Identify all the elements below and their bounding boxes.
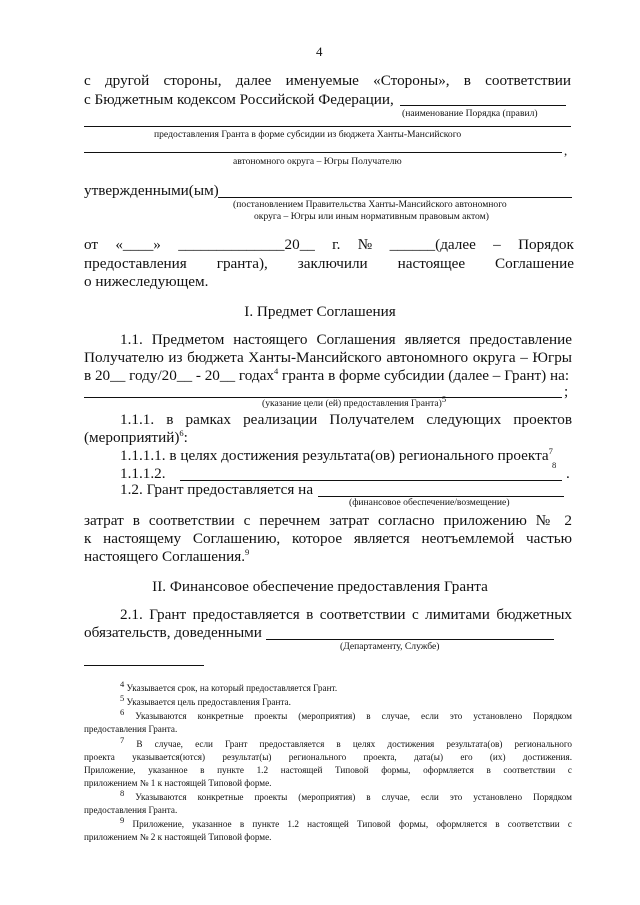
- approved-caption-1: (постановлением Правительства Ханты-Мансийского автономного: [233, 199, 507, 210]
- procedure-comma: ,: [564, 143, 568, 158]
- date-word-0: от: [84, 236, 99, 253]
- p1-caption-sup: 5: [441, 393, 447, 404]
- footnote-4-sup: 4: [120, 678, 125, 689]
- intro-line-1: с другой стороны, далее именуемые «Стороны», в соответствии: [84, 72, 571, 89]
- p1-line-3: [84, 367, 569, 385]
- line-b-word-1: гранта),: [216, 255, 268, 272]
- footnote-9-l1: [120, 814, 573, 829]
- section-2-title: II. Финансовое обеспечение предоставления Гранта: [152, 578, 488, 595]
- p1111-text: 1.1.1.1. в целях достижения результата(ов) регионального проекта: [120, 447, 549, 464]
- p1-line-1: 1.1. Предметом настоящего Соглашения является предоставление: [120, 331, 572, 348]
- footnote-6-text-1: Указываются конкретные проекты (мероприятия) в случае, если это установлено Порядком: [135, 711, 572, 721]
- p1-line-3-sup: 4: [273, 365, 279, 376]
- p111-line-2-sup: 6: [179, 427, 184, 438]
- p111-line-2: [84, 429, 188, 447]
- footnote-7-l3: Приложение, указанное в пункте 1.2 настоящей Типовой формы, оформляется в соответствии с: [84, 765, 572, 775]
- p21-caption: (Департаменту, Службе): [340, 641, 440, 652]
- footnote-5-sup: 5: [120, 692, 125, 703]
- date-word-4: №: [357, 236, 373, 253]
- section-1-title: I. Предмет Соглашения: [244, 303, 396, 320]
- p12-line-3: к настоящему Соглашению, которое является неотъемлемой частью: [84, 530, 572, 547]
- p111-line-2-text: (мероприятий): [84, 429, 180, 446]
- p12-caption: (финансовое обеспечение/возмещение): [349, 497, 510, 508]
- date-word-6: –: [493, 236, 501, 253]
- p1111: [120, 447, 553, 465]
- intro-line-b: [84, 255, 574, 273]
- p1-caption-text: (указание цели (ей) предоставления Гранта): [262, 398, 442, 409]
- procedure-caption: (наименование Порядка (правил): [402, 108, 538, 119]
- procedure-line-text: предоставления Гранта в форме субсидии из бюджета Ханты-Мансийского: [154, 129, 462, 140]
- p21-line-1: 2.1. Грант предоставляется в соответствии с лимитами бюджетных: [120, 606, 572, 623]
- approved-line: [218, 197, 572, 198]
- footnote-6-l2: предоставления Гранта.: [84, 724, 178, 734]
- p12-line-2: затрат в соответствии с перечнем затрат согласно приложению № 2: [84, 512, 572, 529]
- line-b-word-0: предоставления: [84, 255, 187, 272]
- p12-line-4-text: настоящего Соглашения.: [84, 548, 245, 565]
- footnote-7-text-1: В случае, если Грант предоставляется в целях достижения результата(ов) регионального: [136, 739, 573, 749]
- date-word-2: ______________20__: [178, 236, 315, 253]
- date-word-5: ______(далее: [389, 236, 476, 253]
- p1112: 1.1.1.2.: [120, 465, 166, 482]
- p1112-sup-wrap: [552, 461, 556, 479]
- date-line: [84, 236, 574, 254]
- line-b-word-3: настоящее: [397, 255, 466, 272]
- p21-line: [266, 639, 554, 640]
- footnote-7-l1: [120, 734, 573, 749]
- p1-line-3-b: гранта в форме субсидии (далее – Грант) на:: [278, 367, 570, 384]
- p1-caption: [262, 393, 447, 409]
- intro-line-2: с Бюджетным кодексом Российской Федерации,: [84, 91, 394, 108]
- footnote-separator: [84, 665, 204, 666]
- p1112-end: .: [566, 465, 570, 482]
- procedure-line-2: [84, 152, 562, 153]
- footnote-5: [120, 692, 291, 707]
- procedure-caption-2: автономного округа – Югры Получателю: [233, 156, 402, 167]
- procedure-name-line: [400, 105, 566, 106]
- p1-semicolon: ;: [564, 383, 569, 400]
- p1111-sup: 7: [548, 445, 553, 456]
- p12-line-4-sup: 9: [245, 546, 250, 557]
- footnote-4: [120, 678, 338, 693]
- footnote-6-l1: [120, 706, 572, 721]
- footnote-8-l2: предоставления Гранта.: [84, 805, 178, 815]
- footnote-6-sup: 6: [120, 706, 125, 717]
- footnote-5-text: Указывается цель предоставления Гранта.: [126, 697, 291, 707]
- footnote-9-text-1: Приложение, указанное в пункте 1.2 настоящей Типовой формы, оформляется в соответствии с: [132, 819, 573, 829]
- date-word-3: г.: [332, 236, 341, 253]
- p12-line-4: [84, 548, 249, 566]
- footnote-8-sup: 8: [120, 787, 125, 798]
- line-b-word-4: Соглашение: [495, 255, 574, 272]
- p21-line-2: обязательств, доведенными: [84, 624, 262, 641]
- footnote-9-l2: приложением № 2 к настоящей Типовой форме.: [84, 832, 272, 842]
- footnote-4-text: Указывается срок, на который предоставляется Грант.: [126, 683, 338, 693]
- p1-line-3-a: в 20__ году/20__ - 20__ годах: [84, 367, 274, 384]
- approved-label: утвержденными(ым): [84, 182, 219, 199]
- date-word-1: «____»: [115, 236, 161, 253]
- footnote-7-l4: приложением № 1 к настоящей Типовой форме.: [84, 778, 272, 788]
- footnote-7-sup: 7: [120, 734, 125, 745]
- footnote-8-text-1: Указываются конкретные проекты (мероприятия) в случае, если это установлено Порядком: [135, 792, 572, 802]
- footnote-9-sup: 9: [120, 814, 125, 825]
- procedure-line-1: [84, 126, 571, 127]
- p1112-sup: 8: [552, 459, 557, 470]
- page-number: 4: [316, 44, 323, 59]
- footnote-7-l2: проекта указывается(ются) результат(ы) регионального проекта, дата(ы) его (их) достижения.: [84, 752, 572, 762]
- p111-line-1: 1.1.1. в рамках реализации Получателем следующих проектов: [120, 411, 572, 428]
- p12-line-1: 1.2. Грант предоставляется на: [120, 481, 314, 498]
- approved-caption-2: округа – Югры или иным нормативным правовым актом): [254, 211, 489, 222]
- p111-line-2-end: :: [183, 429, 188, 446]
- intro-line-c: о нижеследующем.: [84, 273, 209, 290]
- date-word-7: Порядок: [518, 236, 574, 253]
- p1-line-2: Получателю из бюджета Ханты-Мансийского автономного округа – Югры: [84, 349, 572, 366]
- line-b-word-2: заключили: [297, 255, 368, 272]
- footnote-8-l1: [120, 787, 572, 802]
